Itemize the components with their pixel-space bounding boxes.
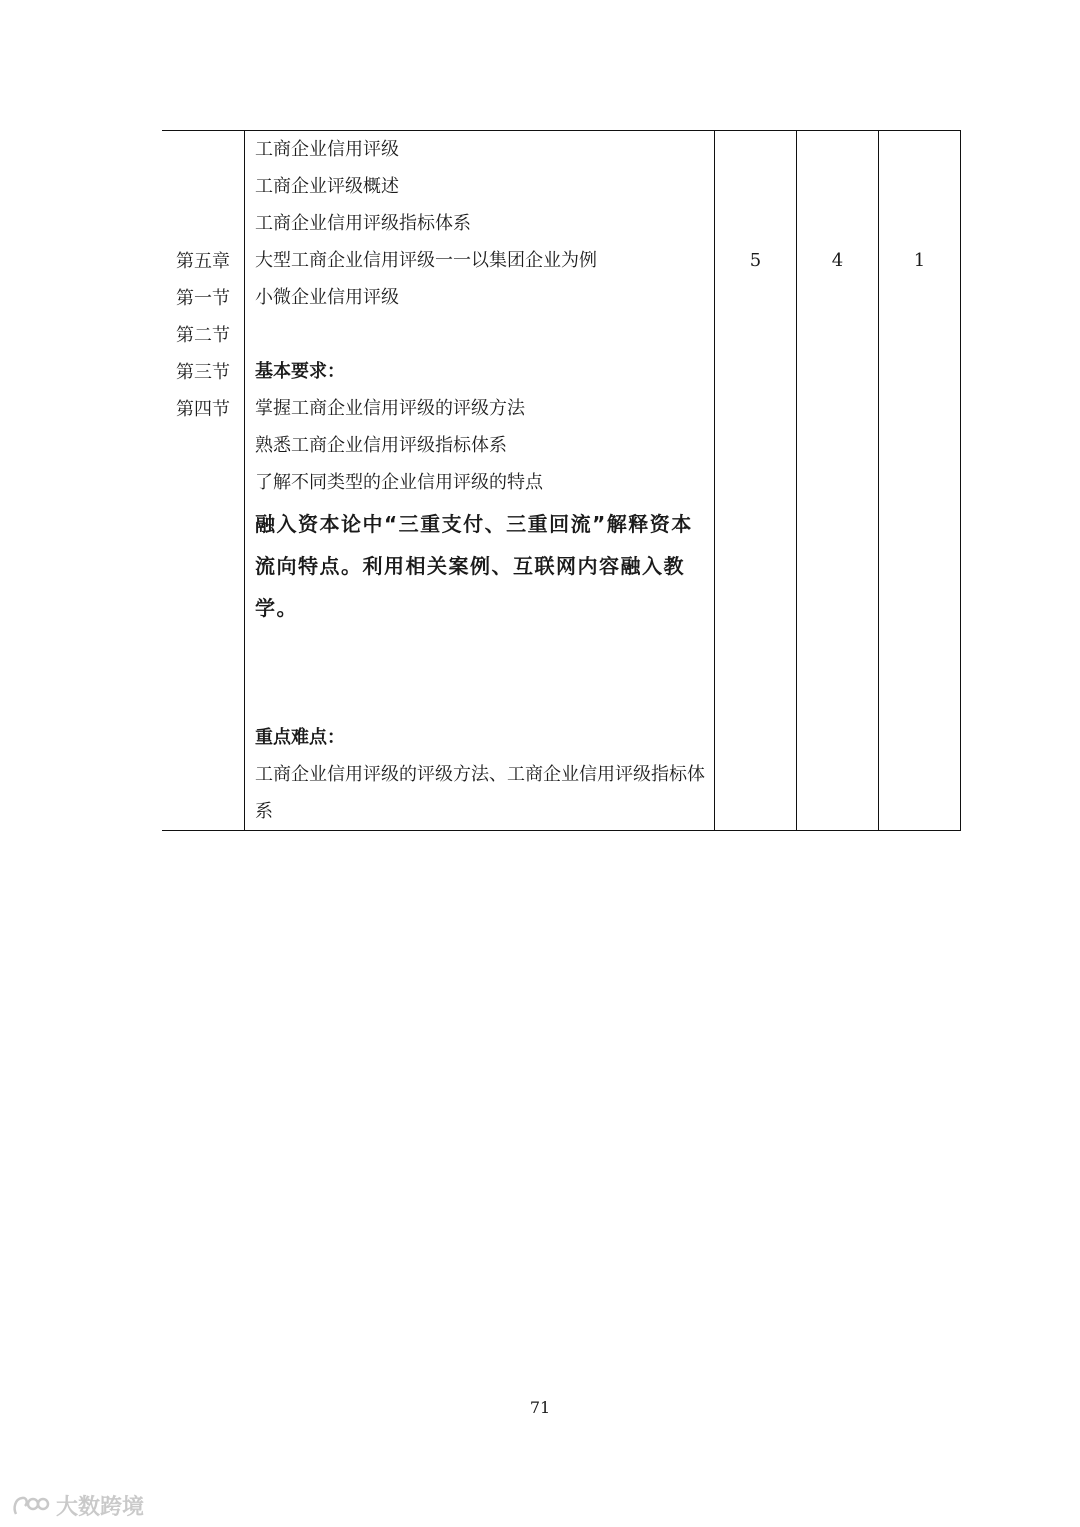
section-label: 第二节 [176,325,230,346]
watermark [12,1490,144,1521]
ideology-text: 融入资本论中“三重支付、三重回流”解释资本流向特点。利用相关案例、互联网内容融入教学。 [255,512,693,620]
requirement-line: 掌握工商企业信用评级的评级方法 [255,398,525,419]
section-label: 第四节 [176,399,230,420]
section-label: 第五章 [176,251,230,272]
hours-theory-cell: 4 [797,131,879,831]
topic-line: 大型工商企业信用评级一一以集团企业为例 [255,250,597,271]
page-number: 71 [529,1398,551,1417]
watermark-text: 大数跨境 [56,1495,145,1520]
section-cell [162,131,245,831]
section-label: 第三节 [176,362,230,383]
content-cell [245,131,715,831]
requirement-line: 熟悉工商企业信用评级指标体系 [255,435,507,456]
key-points-heading: 重点难点： [255,727,345,748]
topic-line: 工商企业信用评级 [255,139,399,160]
requirements-heading: 基本要求： [255,361,345,382]
hours-practice-cell: 1 [879,131,961,831]
syllabus-table [162,130,961,831]
requirement-line: 了解不同类型的企业信用评级的特点 [255,472,543,493]
hours-total-cell: 5 [715,131,797,831]
brand-logo-icon [12,1494,50,1518]
topic-line: 工商企业评级概述 [255,176,399,197]
table-row [162,131,961,831]
key-points-text: 工商企业信用评级的评级方法、工商企业信用评级指标体系 [255,764,705,822]
section-label: 第一节 [176,288,230,309]
topic-line: 工商企业信用评级指标体系 [255,213,471,234]
topic-line: 小微企业信用评级 [255,287,399,308]
